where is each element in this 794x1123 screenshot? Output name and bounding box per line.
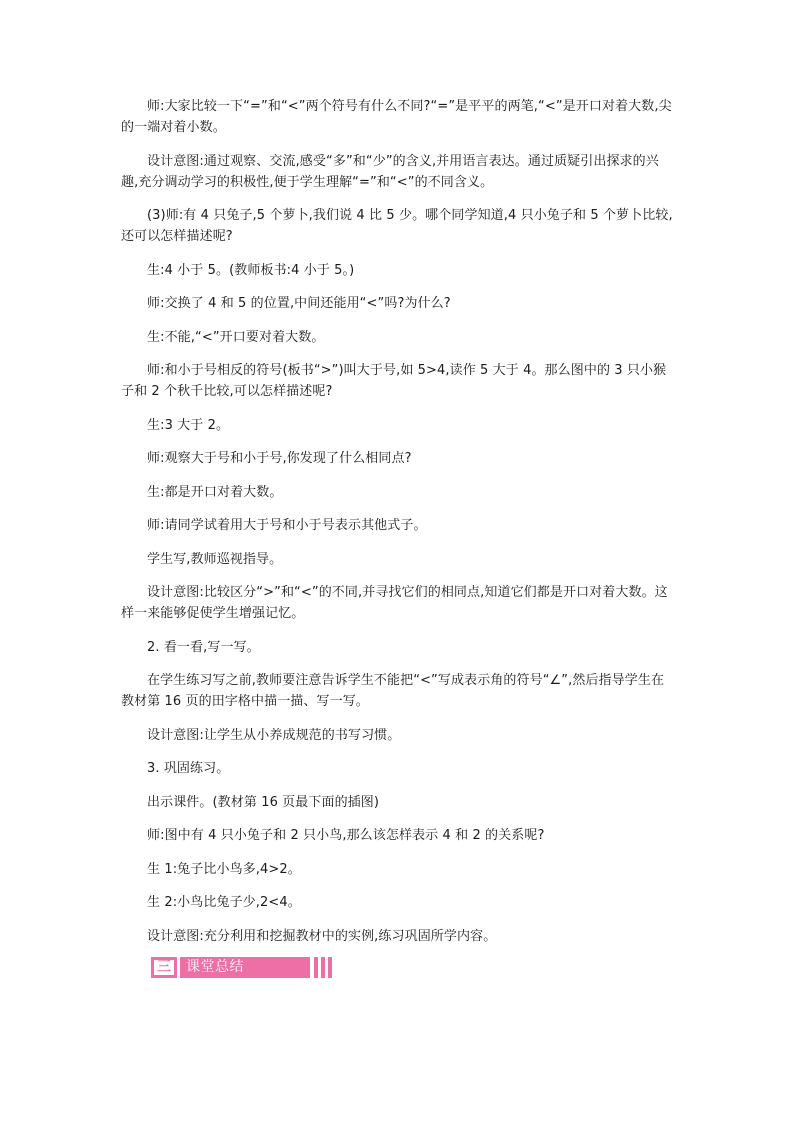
- paragraph-teacher-rabbits-birds: 师:图中有 4 只小兔子和 2 只小鸟,那么该怎样表示 4 和 2 的关系呢?: [147, 828, 545, 843]
- paragraph-design-intent-3: 设计意图:让学生从小养成规范的书写习惯。: [147, 727, 401, 743]
- paragraph-design-intent-2: 设计意图:比较区分“>”和“<”的不同,并寻找它们的相同点,知道它们都是开口对着大数。这样一来能够促使学生增强记忆。: [121, 585, 668, 621]
- paragraph-teacher-question-swap: 师:交换了 4 和 5 的位置,中间还能用“<”吗?为什么?: [147, 296, 451, 311]
- section-title-bar: [180, 957, 310, 978]
- paragraph-rabbits-carrots: (3)师:有 4 只兔子,5 个萝卜,我们说 4 比 5 少。哪个同学知道,4 只小兔子和 5 个萝卜比较,还可以怎样描述呢?: [121, 208, 673, 244]
- paragraph-design-intent-4: 设计意图:充分利用和挖掘教材中的实例,练习巩固所学内容。: [147, 928, 497, 944]
- paragraph-show-courseware: 出示课件。(教材第 16 页最下面的插图): [147, 794, 380, 810]
- paragraph-student-answer-3: 生:3 大于 2。: [147, 417, 230, 433]
- paragraph-students-write: 学生写,教师巡视指导。: [147, 551, 283, 567]
- paragraph-heading-practice: 3. 巩固练习。: [147, 761, 230, 776]
- section-number: 三: [154, 960, 174, 975]
- paragraph-design-intent-1: 设计意图:通过观察、交流,感受“多”和“少”的含义,并用语言表达。通过质疑引出探求的兴趣,充分调动学习的积极性,便于学生理解“=”和“<”的不同含义。: [121, 153, 659, 190]
- paragraph-teacher-compare-symbols: 师:大家比较一下“=”和“<”两个符号有什么不同?“=”是平平的两笔,“<”是开口对着大数,尖的一端对着小数。: [121, 99, 672, 135]
- paragraph-student-answer-2: 生:不能,“<”开口要对着大数。: [147, 329, 325, 345]
- section-banner-summary: [151, 957, 333, 978]
- paragraph-writing-guidance: 在学生练习写之前,教师要注意告诉学生不能把“<”写成表示角的符号“∠”,然后指导学生在教材第 16 页的田字格中描一描、写一写。: [121, 673, 665, 709]
- paragraph-teacher-try: 师:请同学试着用大于号和小于号表示其他式子。: [147, 518, 427, 533]
- banner-stripe: [314, 957, 318, 978]
- paragraph-student2-answer: 生 2:小鸟比兔子少,2<4。: [147, 895, 301, 910]
- paragraph-student-answer-1: 生:4 小于 5。(教师板书:4 小于 5。): [147, 262, 355, 278]
- section-number-box: [151, 957, 177, 978]
- paragraph-heading-look-write: 2. 看一看,写一写。: [147, 639, 260, 655]
- paragraph-greater-than-intro: 师:和小于号相反的符号(板书“>”)叫大于号,如 5>4,读作 5 大于 4。那么图中的 3 只小猴子和 2 个秋千比较,可以怎样描述呢?: [121, 363, 667, 399]
- section-title: 课堂总结: [186, 959, 244, 975]
- banner-stripe: [321, 957, 325, 978]
- paragraph-student1-answer: 生 1:兔子比小鸟多,4>2。: [147, 861, 301, 877]
- banner-stripe: [328, 957, 332, 978]
- paragraph-student-answer-4: 生:都是开口对着大数。: [147, 484, 283, 500]
- lesson-text: [121, 96, 673, 959]
- paragraph-teacher-observe: 师:观察大于号和小于号,你发现了什么相同点?: [147, 451, 412, 466]
